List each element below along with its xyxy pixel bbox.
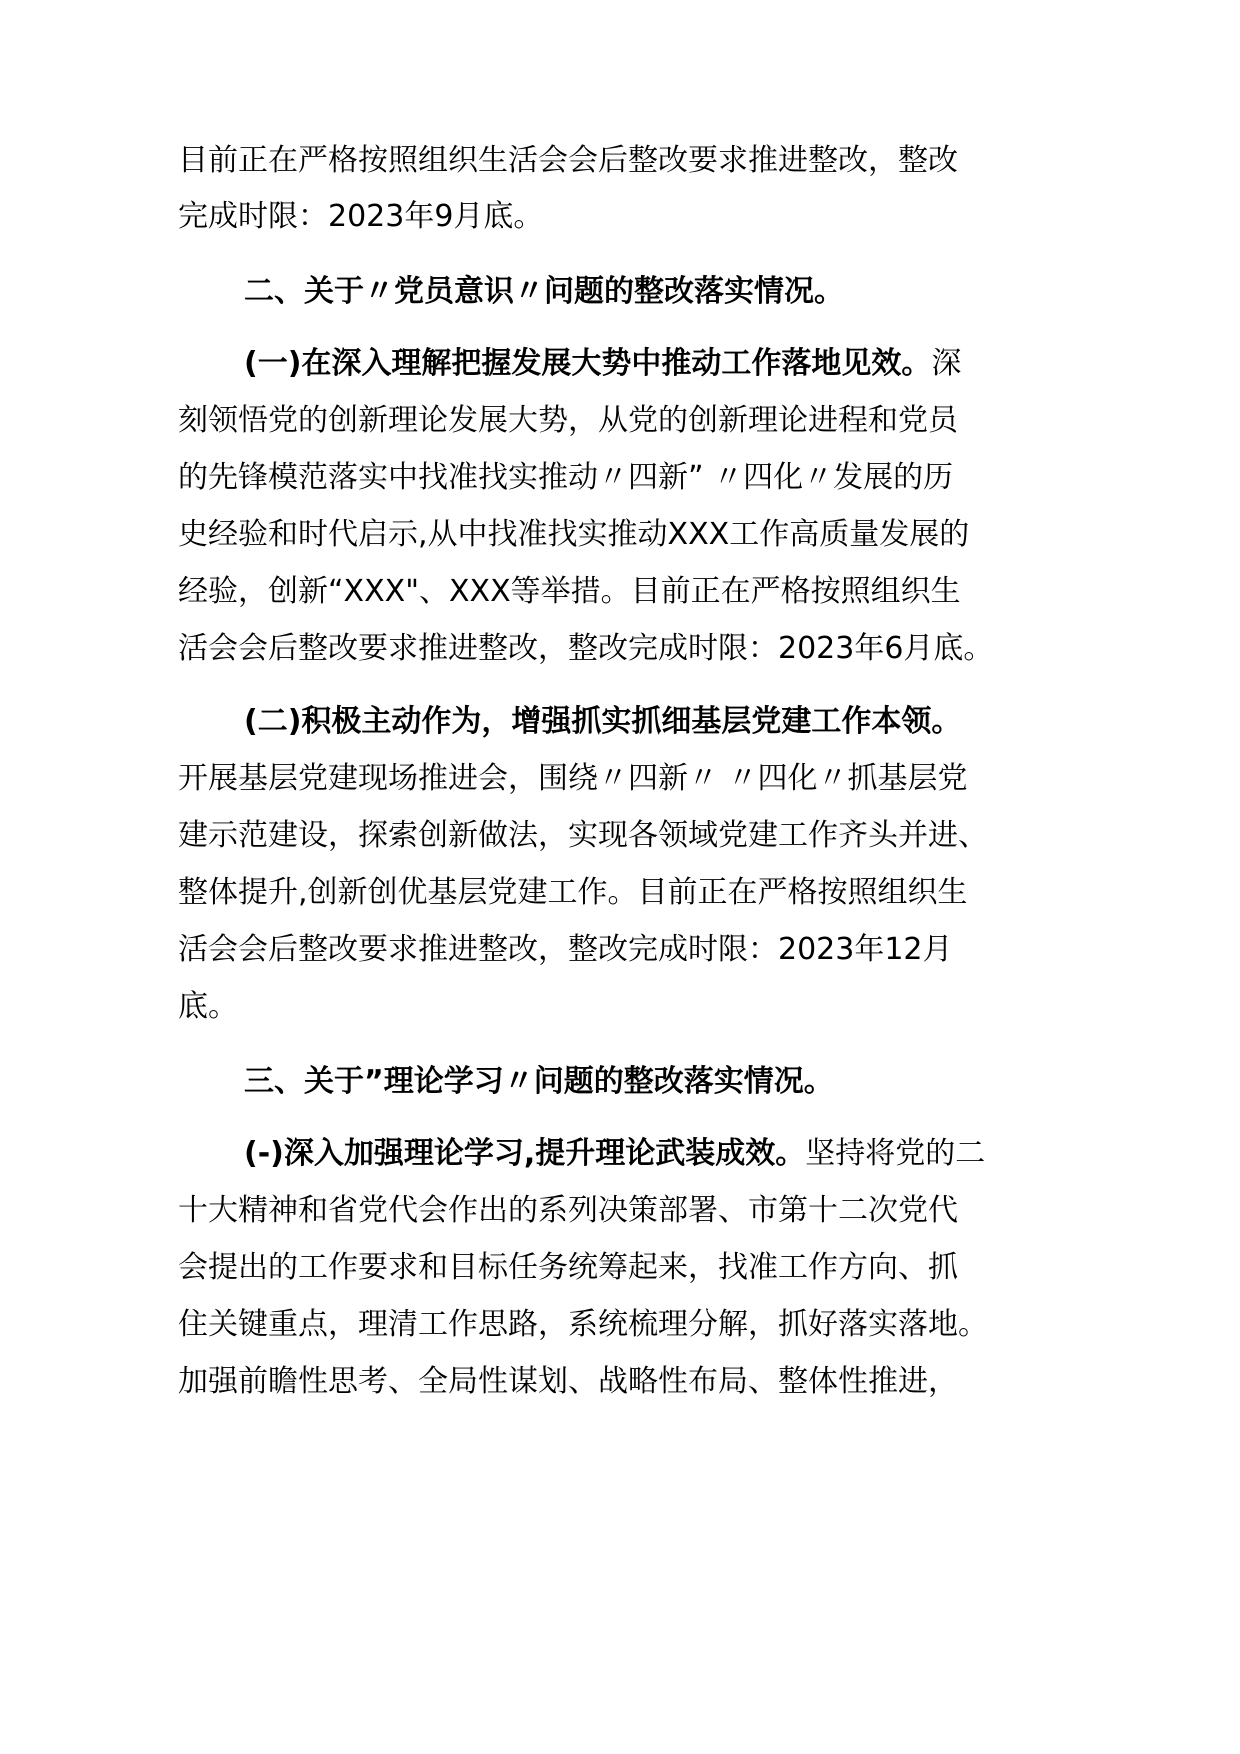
paragraph-line: 整体提升,创新创优基层党建工作。目前正在严格按照组织生 xyxy=(178,875,968,910)
section-heading: 三、关于”理论学习〃问题的整改落实情况。 xyxy=(244,1064,834,1099)
subsection-heading: (-)深入加强理论学习,提升理论武装成效。 xyxy=(244,1136,806,1171)
paragraph-line: 活会会后整改要求推进整改，整改完成时限：2023年12月 xyxy=(178,932,953,967)
paragraph-line: 史经验和时代启示,从中找准找实推动XXX工作高质量发展的 xyxy=(178,517,970,552)
paragraph-line: 加强前瞻性思考、全局性谋划、战略性布局、整体性推进， xyxy=(178,1364,958,1399)
paragraph-line: 的先锋模范落实中找准找实推动〃四新” 〃四化〃发展的历 xyxy=(178,460,954,495)
paragraph-line: 刻领悟党的创新理论发展大势，从党的创新理论进程和党员 xyxy=(178,403,958,438)
subsection-heading: (一)在深入理解把握发展大势中推动工作落地见效。 xyxy=(244,346,932,381)
paragraph-line: 建示范建设，探索创新做法，实现各领域党建工作齐头并进、 xyxy=(178,818,988,853)
paragraph-text: 坚持将党的二 xyxy=(805,1136,986,1171)
paragraph-line: 十大精神和省党代会作出的系列决策部署、市第十二次党代 xyxy=(178,1193,958,1228)
subsection-heading: (二)积极主动作为，增强抓实抓细基层党建工作本领。 xyxy=(244,704,962,739)
paragraph-line: 开展基层党建现场推进会，围绕〃四新〃 〃四化〃抓基层党 xyxy=(178,761,968,796)
subsection-line xyxy=(244,1134,985,1174)
paragraph-text: 深 xyxy=(931,346,962,381)
paragraph-line: 活会会后整改要求推进整改，整改完成时限：2023年6月底。 xyxy=(178,631,994,666)
paragraph-line: 会提出的工作要求和目标任务统筹起来，找准工作方向、抓 xyxy=(178,1250,958,1285)
paragraph-line: 底。 xyxy=(178,989,238,1024)
section-heading: 二、关于〃党员意识〃问题的整改落实情况。 xyxy=(244,274,844,309)
paragraph-line: 目前正在严格按照组织生活会会后整改要求推进整改，整改 xyxy=(178,143,958,178)
paragraph-line: 住关键重点，理清工作思路，系统梳理分解，抓好落实落地。 xyxy=(178,1307,988,1342)
subsection-line xyxy=(244,344,961,384)
paragraph-line: 完成时限：2023年9月底。 xyxy=(178,199,544,234)
paragraph-line: 经验，创新“XXX"、XXX等举措。目前正在严格按照组织生 xyxy=(178,574,961,609)
